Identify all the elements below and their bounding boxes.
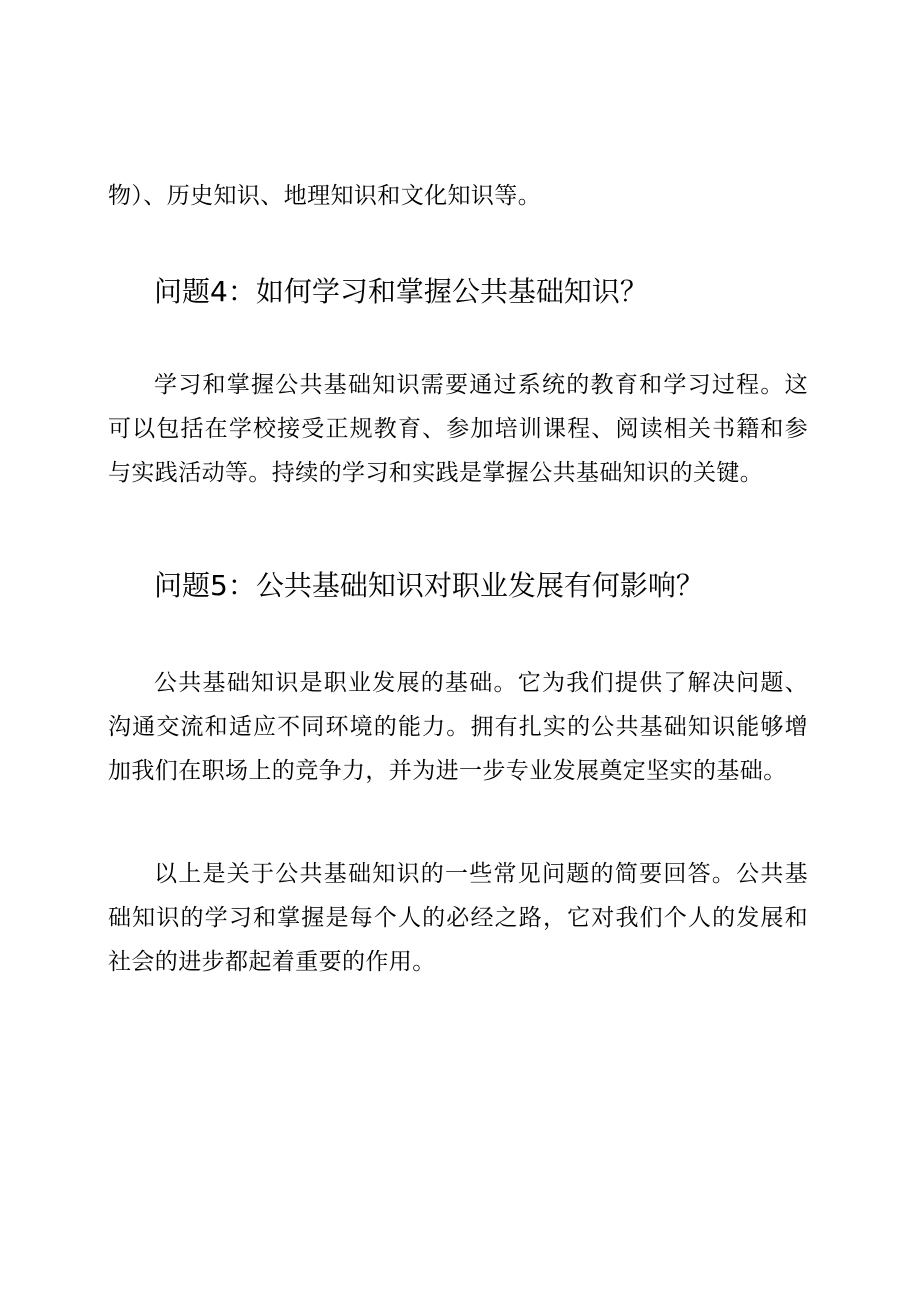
conclusion-paragraph: 以上是关于公共基础知识的一些常见问题的简要回答。公共基础知识的学习和掌握是每个人的必经之路，它对我们个人的发展和社会的进步都起着重要的作用。 <box>108 861 808 975</box>
section-paragraph-question-4: 学习和掌握公共基础知识需要通过系统的教育和学习过程。这可以包括在学校接受正规教育、参加培训课程、阅读相关书籍和参与实践活动等。持续的学习和实践是掌握公共基础知识的关键。 <box>108 372 808 486</box>
section-heading-question-5: 问题5：公共基础知识对职业发展有何影响？ <box>154 569 704 602</box>
section-heading-question-4: 问题4：如何学习和掌握公共基础知识？ <box>154 275 648 308</box>
section-paragraph-question-5: 公共基础知识是职业发展的基础。它为我们提供了解决问题、沟通交流和适应不同环境的能力。拥有扎实的公共基础知识能够增加我们在职场上的竞争力，并为进一步专业发展奠定坚实的基础。 <box>108 670 808 784</box>
continuation-paragraph: 物）、历史知识、地理知识和文化知识等。 <box>108 183 542 209</box>
